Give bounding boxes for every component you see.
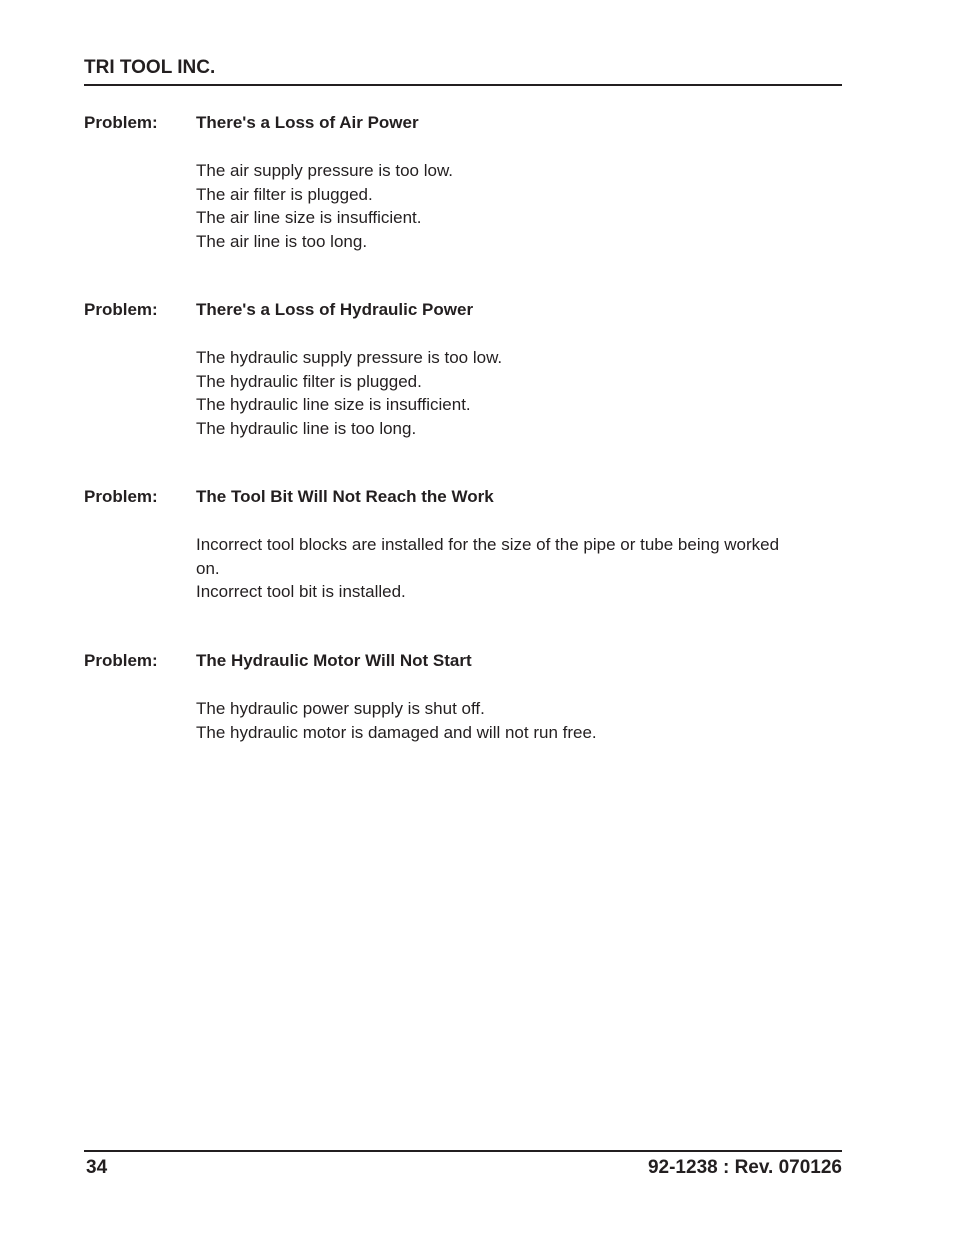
page-header	[84, 56, 842, 80]
cause-item: The hydraulic supply pressure is too low.	[196, 348, 503, 367]
cause-item: Incorrect tool bit is installed.	[196, 582, 406, 601]
page-number: 34	[86, 1157, 108, 1178]
cause-item: The hydraulic line size is insufficient.	[196, 395, 471, 414]
document-revision: 92-1238 : Rev. 070126	[647, 1157, 842, 1178]
cause-item: The hydraulic motor is damaged and will not run free.	[196, 722, 597, 742]
cause-list	[196, 159, 796, 253]
footer-divider	[84, 1150, 842, 1152]
problem-label: Problem:	[84, 113, 158, 132]
cause-item: The air line size is insufficient.	[196, 208, 422, 227]
cause-item: The hydraulic line is too long.	[196, 418, 417, 438]
cause-item: The hydraulic power supply is shut off.	[196, 699, 485, 718]
header-divider	[84, 84, 842, 86]
problem-label: Problem:	[84, 487, 158, 506]
company-name: TRI TOOL INC.	[84, 57, 216, 78]
cause-item: The air filter is plugged.	[196, 184, 373, 204]
problem-title: The Hydraulic Motor Will Not Start	[196, 651, 472, 670]
cause-list	[196, 346, 796, 440]
problem-label: Problem:	[84, 651, 158, 670]
cause-item: The air supply pressure is too low.	[196, 161, 454, 180]
problem-title: The Tool Bit Will Not Reach the Work	[196, 487, 494, 506]
page-footer	[84, 1156, 842, 1182]
problem-title: There's a Loss of Hydraulic Power	[196, 300, 474, 319]
problem-label: Problem:	[84, 300, 158, 319]
cause-list	[196, 533, 796, 604]
cause-item: Incorrect tool blocks are installed for the size of the pipe or tube being worked on.	[196, 535, 780, 578]
cause-item: The air line is too long.	[196, 231, 368, 251]
problem-title: There's a Loss of Air Power	[196, 113, 419, 132]
cause-item: The hydraulic filter is plugged.	[196, 371, 422, 391]
cause-list	[196, 697, 796, 744]
